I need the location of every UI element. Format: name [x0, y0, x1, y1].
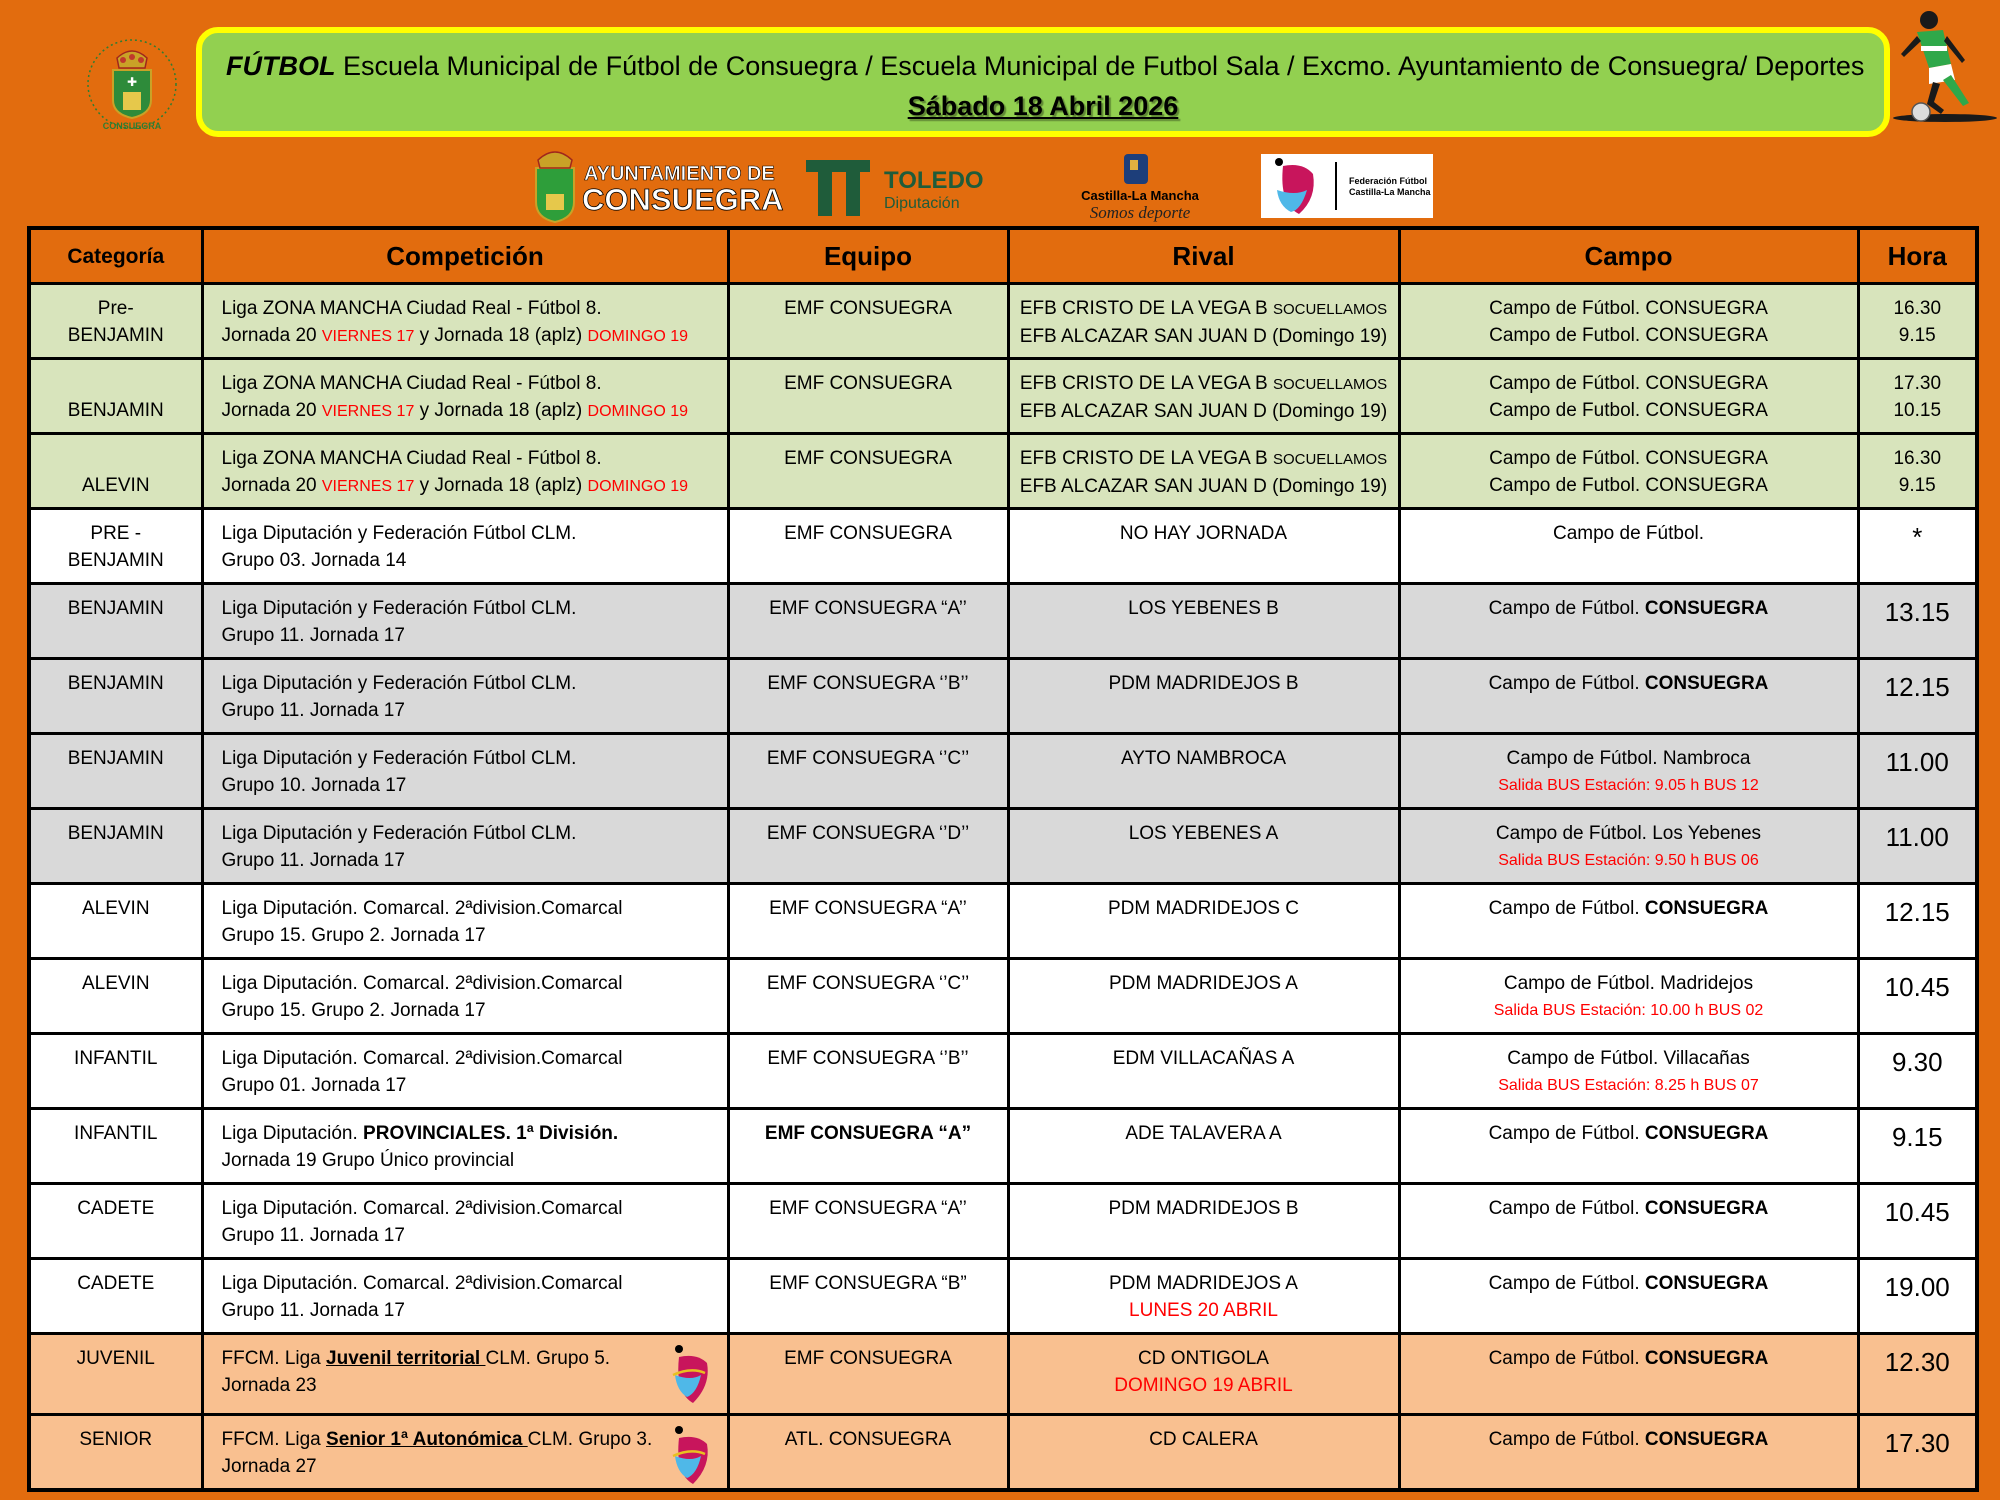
cell-campo: [1399, 284, 1858, 359]
competicion-line: [222, 1345, 727, 1372]
alert-day: LUNES 20 ABRIL: [1129, 1300, 1278, 1321]
campo-text: Campo de Fútbol.: [1488, 1348, 1645, 1369]
categoria-line: ALEVIN: [81, 475, 150, 496]
federacion-futbol-clm-logo: [1261, 154, 1433, 218]
banner-date-text: Sábado 18 Abril 2026: [907, 91, 1179, 121]
hora-line: 16.30: [1893, 448, 1942, 469]
cell-campo: Campo de Fútbol.: [1399, 509, 1858, 584]
competicion-league-link: Juvenil territorial: [326, 1348, 486, 1369]
competicion-line: Grupo 15. Grupo 2. Jornada 17: [221, 1000, 486, 1021]
cell-categoria: CADETE: [29, 1184, 202, 1259]
svg-text:Castilla-La Mancha: Castilla-La Mancha: [1081, 188, 1199, 203]
bus-departure: Salida BUS Estación: 9.05 h BUS 12: [1498, 777, 1759, 794]
campo-town: CONSUEGRA: [1644, 1273, 1769, 1294]
cell-competicion: [202, 1109, 728, 1184]
svg-text:CONSUEGRA: CONSUEGRA: [102, 121, 162, 131]
campo-line: Campo de Futbol. CONSUEGRA: [1489, 475, 1768, 496]
competicion-text: CLM. Grupo 5.: [485, 1348, 611, 1369]
cell-competicion: [202, 1415, 728, 1490]
cell-equipo: EMF CONSUEGRA “A’’: [728, 584, 1008, 659]
hora-line: 9.15: [1898, 475, 1936, 496]
alert-day: DOMINGO 19: [587, 478, 689, 495]
cell-rival: EDM VILLACAÑAS A: [1008, 1034, 1399, 1109]
cell-competicion: [202, 584, 728, 659]
cell-equipo: EMF CONSUEGRA: [728, 284, 1008, 359]
cell-hora: 12.15: [1858, 659, 1977, 734]
categoria-line: Pre-: [97, 298, 134, 319]
table-row: [29, 1034, 1977, 1109]
cell-equipo: ATL. CONSUEGRA: [728, 1415, 1008, 1490]
cell-categoria: BENJAMIN: [29, 659, 202, 734]
svg-text:Somos deporte: Somos deporte: [1089, 203, 1191, 222]
campo-town: CONSUEGRA: [1644, 1429, 1769, 1450]
campo-town: CONSUEGRA: [1644, 1198, 1769, 1219]
castilla-la-mancha-logo: [1044, 146, 1236, 224]
rival-town: SOCUELLAMOS: [1272, 301, 1388, 318]
table-row: [29, 434, 1977, 509]
hora-line: 17.30: [1893, 373, 1942, 394]
svg-text:AYUNTAMIENTO DE: AYUNTAMIENTO DE: [584, 163, 775, 185]
rival-name: EFB CRISTO DE LA VEGA B: [1019, 298, 1273, 319]
cell-rival: [1008, 359, 1399, 434]
competicion-line: Liga Diputación y Federación Fútbol CLM.: [221, 523, 577, 544]
cell-hora: 17.30: [1858, 1415, 1977, 1490]
cell-rival: AYTO NAMBROCA: [1008, 734, 1399, 809]
competicion-line: Grupo 15. Grupo 2. Jornada 17: [221, 925, 486, 946]
jornada-text: Jornada 20: [221, 475, 322, 496]
competicion-line: Liga Diputación. Comarcal. 2ªdivision.Comarcal: [221, 898, 623, 919]
cell-rival: [1008, 284, 1399, 359]
competicion-line: Liga Diputación. Comarcal. 2ªdivision.Comarcal: [221, 973, 623, 994]
cell-rival: ADE TALAVERA A: [1008, 1109, 1399, 1184]
cell-campo: [1399, 1109, 1858, 1184]
cell-categoria: [29, 434, 202, 509]
cell-competicion: [202, 1184, 728, 1259]
cell-campo: [1399, 734, 1858, 809]
svg-text:TOLEDO: TOLEDO: [884, 167, 984, 194]
hora-line: 10.15: [1893, 400, 1942, 421]
campo-town: CONSUEGRA: [1644, 1123, 1769, 1144]
header-categoria: Categoría: [29, 228, 202, 284]
rival-line: EFB ALCAZAR SAN JUAN D (Domingo 19): [1019, 326, 1388, 347]
cell-rival: [1008, 434, 1399, 509]
competicion-line: Grupo 11. Jornada 17: [221, 1225, 405, 1246]
cell-hora: 10.45: [1858, 1184, 1977, 1259]
cell-hora: 9.15: [1858, 1109, 1977, 1184]
categoria-line: BENJAMIN: [67, 550, 164, 571]
cell-hora: 13.15: [1858, 584, 1977, 659]
football-player-icon: [1885, 6, 1997, 134]
competicion-line: Liga ZONA MANCHA Ciudad Real - Fútbol 8.: [221, 448, 602, 469]
table-row: [29, 1109, 1977, 1184]
campo-line: Campo de Fútbol. Villacañas: [1507, 1048, 1750, 1069]
rival-line: PDM MADRIDEJOS A: [1109, 1273, 1298, 1294]
table-row: [29, 959, 1977, 1034]
competicion-line: Jornada 19 Grupo Único provincial: [221, 1150, 515, 1171]
svg-text:✚: ✚: [126, 75, 138, 89]
competicion-line: Liga Diputación. Comarcal. 2ªdivision.Comarcal: [221, 1198, 623, 1219]
competicion-line: Grupo 10. Jornada 17: [221, 775, 407, 796]
cell-categoria: BENJAMIN: [29, 584, 202, 659]
table-row: [29, 884, 1977, 959]
alert-day: DOMINGO 19: [587, 328, 689, 345]
cell-equipo: EMF CONSUEGRA “A’’: [728, 1184, 1008, 1259]
banner-title-rest: Escuela Municipal de Fútbol de Consuegra / Escuela Municipal de Futbol Sala / Excmo. Ayuntamiento de Consuegra/ Deportes: [335, 51, 1865, 81]
competicion-line: Liga Diputación y Federación Fútbol CLM.: [221, 823, 577, 844]
header-campo: Campo: [1399, 228, 1858, 284]
categoria-line: BENJAMIN: [67, 400, 164, 421]
cell-equipo: EMF CONSUEGRA: [728, 1334, 1008, 1415]
cell-categoria: INFANTIL: [29, 1109, 202, 1184]
campo-text: Campo de Fútbol.: [1488, 1198, 1645, 1219]
rival-name: EFB CRISTO DE LA VEGA B: [1019, 448, 1273, 469]
alert-day: DOMINGO 19 ABRIL: [1114, 1375, 1293, 1396]
campo-town: CONSUEGRA: [1644, 1348, 1769, 1369]
rival-line: [1010, 445, 1398, 473]
cell-categoria: ALEVIN: [29, 959, 202, 1034]
cell-rival: CD CALERA: [1008, 1415, 1399, 1490]
jornada-text: y Jornada 18 (aplz): [414, 475, 588, 496]
cell-competicion: [202, 359, 728, 434]
competicion-text: CLM. Grupo 3.: [527, 1429, 653, 1450]
cell-hora: [1858, 359, 1977, 434]
table-row: [29, 359, 1977, 434]
alert-day: VIERNES 17: [321, 328, 415, 345]
cell-categoria: BENJAMIN: [29, 809, 202, 884]
cell-categoria: ALEVIN: [29, 884, 202, 959]
banner-date: [202, 91, 1884, 122]
campo-line: Campo de Futbol. CONSUEGRA: [1489, 325, 1768, 346]
cell-rival: LOS YEBENES B: [1008, 584, 1399, 659]
cell-campo: [1399, 584, 1858, 659]
competicion-text: Liga Diputación.: [221, 1123, 364, 1144]
cell-rival: [1008, 1259, 1399, 1334]
svg-text:Federación Fútbol: Federación Fútbol: [1349, 176, 1428, 186]
cell-competicion: [202, 1034, 728, 1109]
cell-hora: 10.45: [1858, 959, 1977, 1034]
cell-competicion: [202, 659, 728, 734]
cell-categoria: JUVENIL: [29, 1334, 202, 1415]
header-equipo: Equipo: [728, 228, 1008, 284]
cell-campo: [1399, 1259, 1858, 1334]
competicion-line: Liga Diputación y Federación Fútbol CLM.: [221, 673, 577, 694]
categoria-line: [31, 370, 201, 397]
competicion-line: Grupo 11. Jornada 17: [221, 850, 405, 871]
cell-equipo: EMF CONSUEGRA ‘’B’’: [728, 1034, 1008, 1109]
table-row: [29, 584, 1977, 659]
table-row: [29, 1184, 1977, 1259]
ffcm-badge-icon: [669, 1424, 715, 1486]
cell-equipo: EMF CONSUEGRA ‘’C’’: [728, 959, 1008, 1034]
rival-line: CD ONTIGOLA: [1138, 1348, 1269, 1369]
cell-competicion: [202, 434, 728, 509]
bus-departure: Salida BUS Estación: 9.50 h BUS 06: [1498, 852, 1759, 869]
campo-line: Campo de Futbol. CONSUEGRA: [1489, 400, 1768, 421]
categoria-line: [31, 445, 201, 472]
cell-campo: [1399, 434, 1858, 509]
cell-rival: PDM MADRIDEJOS C: [1008, 884, 1399, 959]
cell-hora: 12.30: [1858, 1334, 1977, 1415]
competicion-line: Liga ZONA MANCHA Ciudad Real - Fútbol 8.: [221, 373, 602, 394]
table-row: [29, 809, 1977, 884]
campo-line: Campo de Fútbol. Los Yebenes: [1495, 823, 1762, 844]
cell-equipo: EMF CONSUEGRA ‘’C’’: [728, 734, 1008, 809]
table-row: [29, 284, 1977, 359]
campo-text: Campo de Fútbol.: [1488, 598, 1645, 619]
cell-competicion: [202, 509, 728, 584]
jornada-text: Jornada 20: [221, 325, 322, 346]
competicion-line: Grupo 11. Jornada 17: [221, 700, 405, 721]
header-hora: Hora: [1858, 228, 1977, 284]
cell-categoria: [29, 509, 202, 584]
campo-line: Campo de Fútbol. CONSUEGRA: [1489, 373, 1768, 394]
bus-departure: Salida BUS Estación: 10.00 h BUS 02: [1493, 1002, 1764, 1019]
campo-line: Campo de Fútbol. CONSUEGRA: [1489, 448, 1768, 469]
cell-hora: *: [1858, 509, 1977, 584]
competicion-line: Liga Diputación y Federación Fútbol CLM.: [221, 748, 577, 769]
cell-rival: PDM MADRIDEJOS A: [1008, 959, 1399, 1034]
ayuntamiento-consuegra-logo: [532, 146, 784, 224]
cell-categoria: INFANTIL: [29, 1034, 202, 1109]
campo-town: CONSUEGRA: [1644, 898, 1769, 919]
table-row: [29, 1259, 1977, 1334]
alert-day: VIERNES 17: [321, 478, 415, 495]
competicion-line: Liga Diputación y Federación Fútbol CLM.: [221, 598, 577, 619]
rival-name: EFB CRISTO DE LA VEGA B: [1019, 373, 1273, 394]
competicion-league-link: Senior 1ª Autonómica: [326, 1429, 528, 1450]
campo-text: Campo de Fútbol.: [1488, 898, 1645, 919]
cell-hora: 12.15: [1858, 884, 1977, 959]
cell-equipo: EMF CONSUEGRA “A’’: [728, 884, 1008, 959]
ffcm-badge-icon: [669, 1343, 715, 1405]
escuela-futbol-crest-logo: [83, 36, 181, 132]
cell-equipo: EMF CONSUEGRA ‘’D’’: [728, 809, 1008, 884]
svg-text:Castilla-La Mancha: Castilla-La Mancha: [1349, 187, 1431, 197]
competicion-line: Grupo 11. Jornada 17: [221, 1300, 405, 1321]
cell-campo: [1399, 659, 1858, 734]
competicion-line: [222, 322, 727, 350]
competicion-line: [222, 472, 727, 500]
match-schedule-table: [27, 226, 1979, 1492]
title-banner: [196, 27, 1890, 137]
table-header-row: [29, 228, 1977, 284]
cell-competicion: [202, 1334, 728, 1415]
table-row: [29, 659, 1977, 734]
table-row: [29, 1415, 1977, 1490]
cell-competicion: [202, 959, 728, 1034]
cell-campo: [1399, 1415, 1858, 1490]
competicion-line: Liga Diputación. Comarcal. 2ªdivision.Comarcal: [221, 1048, 623, 1069]
cell-rival: [1008, 1334, 1399, 1415]
categoria-line: BENJAMIN: [67, 325, 164, 346]
cell-campo: [1399, 359, 1858, 434]
competicion-line: Jornada 23: [221, 1375, 317, 1396]
campo-text: Campo de Fútbol.: [1488, 1429, 1645, 1450]
alert-day: VIERNES 17: [321, 403, 415, 420]
cell-equipo: EMF CONSUEGRA: [728, 509, 1008, 584]
cell-hora: 9.30: [1858, 1034, 1977, 1109]
cell-campo: [1399, 1184, 1858, 1259]
cell-equipo: EMF CONSUEGRA: [728, 434, 1008, 509]
competicion-text: FFCM. Liga: [221, 1429, 327, 1450]
cell-categoria: SENIOR: [29, 1415, 202, 1490]
cell-hora: 19.00: [1858, 1259, 1977, 1334]
competicion-division: PROVINCIALES. 1ª División.: [363, 1123, 619, 1144]
diputacion-toledo-logo: [806, 146, 982, 224]
competicion-line: [222, 397, 727, 425]
cell-hora: [1858, 434, 1977, 509]
campo-town: CONSUEGRA: [1644, 598, 1769, 619]
cell-categoria: [29, 284, 202, 359]
hora-line: 9.15: [1898, 325, 1936, 346]
cell-hora: [1858, 284, 1977, 359]
rival-town: SOCUELLAMOS: [1272, 451, 1388, 468]
competicion-line: Liga Diputación. Comarcal. 2ªdivision.Comarcal: [221, 1273, 623, 1294]
competicion-line: Grupo 03. Jornada 14: [221, 550, 407, 571]
alert-day: DOMINGO 19: [587, 403, 689, 420]
cell-campo: [1399, 959, 1858, 1034]
cell-competicion: [202, 284, 728, 359]
cell-rival: NO HAY JORNADA: [1008, 509, 1399, 584]
table-row: [29, 1334, 1977, 1415]
table-row: [29, 734, 1977, 809]
cell-competicion: [202, 809, 728, 884]
rival-town: SOCUELLAMOS: [1272, 376, 1388, 393]
rival-line: EFB ALCAZAR SAN JUAN D (Domingo 19): [1019, 476, 1388, 497]
banner-title: [226, 51, 1864, 82]
header-competicion: Competición: [202, 228, 728, 284]
campo-text: Campo de Fútbol.: [1488, 1123, 1645, 1144]
campo-text: Campo de Fútbol.: [1488, 673, 1645, 694]
cell-campo: [1399, 809, 1858, 884]
cell-hora: 11.00: [1858, 809, 1977, 884]
svg-text:Diputación: Diputación: [884, 195, 960, 212]
competicion-text: FFCM. Liga: [221, 1348, 327, 1369]
cell-rival: PDM MADRIDEJOS B: [1008, 659, 1399, 734]
cell-competicion: [202, 884, 728, 959]
cell-competicion: [202, 734, 728, 809]
cell-competicion: [202, 1259, 728, 1334]
campo-text: Campo de Fútbol.: [1488, 1273, 1645, 1294]
campo-line: Campo de Fútbol. Madridejos: [1503, 973, 1754, 994]
campo-line: Campo de Fútbol. CONSUEGRA: [1489, 298, 1768, 319]
campo-line: Campo de Fútbol. Nambroca: [1506, 748, 1751, 769]
rival-line: [1010, 295, 1398, 323]
jornada-text: y Jornada 18 (aplz): [414, 325, 588, 346]
header-rival: Rival: [1008, 228, 1399, 284]
rival-line: EFB ALCAZAR SAN JUAN D (Domingo 19): [1019, 401, 1388, 422]
competicion-line: Liga ZONA MANCHA Ciudad Real - Fútbol 8.: [221, 298, 602, 319]
cell-equipo: EMF CONSUEGRA: [728, 359, 1008, 434]
competicion-line: [222, 1120, 727, 1147]
cell-rival: PDM MADRIDEJOS B: [1008, 1184, 1399, 1259]
banner-title-bold: FÚTBOL: [226, 51, 336, 81]
categoria-line: PRE -: [90, 523, 142, 544]
cell-categoria: [29, 359, 202, 434]
cell-equipo: EMF CONSUEGRA “B”: [728, 1259, 1008, 1334]
competicion-line: Grupo 11. Jornada 17: [221, 625, 405, 646]
competicion-line: [222, 1426, 727, 1453]
rival-line: [1010, 370, 1398, 398]
cell-equipo: EMF CONSUEGRA “A”: [728, 1109, 1008, 1184]
cell-hora: 11.00: [1858, 734, 1977, 809]
competicion-line: Jornada 27: [221, 1456, 317, 1477]
svg-text:CONSUEGRA: CONSUEGRA: [582, 182, 784, 217]
competicion-line: Grupo 01. Jornada 17: [221, 1075, 407, 1096]
cell-equipo: EMF CONSUEGRA ‘’B’’: [728, 659, 1008, 734]
cell-categoria: BENJAMIN: [29, 734, 202, 809]
campo-town: CONSUEGRA: [1644, 673, 1769, 694]
cell-campo: [1399, 884, 1858, 959]
cell-campo: [1399, 1034, 1858, 1109]
cell-rival: LOS YEBENES A: [1008, 809, 1399, 884]
table-row: [29, 509, 1977, 584]
cell-campo: [1399, 1334, 1858, 1415]
cell-categoria: CADETE: [29, 1259, 202, 1334]
jornada-text: y Jornada 18 (aplz): [414, 400, 588, 421]
hora-line: 16.30: [1893, 298, 1942, 319]
bus-departure: Salida BUS Estación: 8.25 h BUS 07: [1498, 1077, 1759, 1094]
jornada-text: Jornada 20: [221, 400, 322, 421]
